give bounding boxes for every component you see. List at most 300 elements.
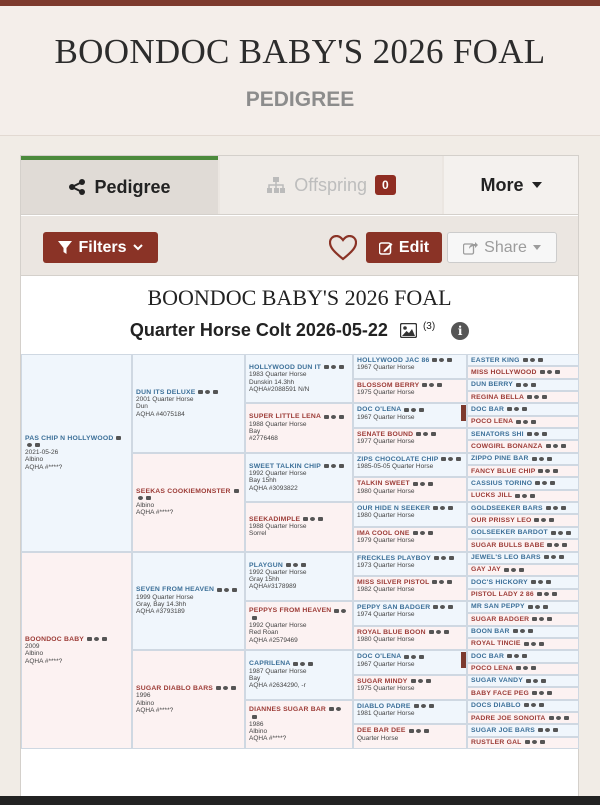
- comment-icon[interactable]: [552, 592, 557, 596]
- horse-name[interactable]: GOLDSEEKER BARS: [471, 504, 543, 512]
- pedigree-cell-gen4[interactable]: [353, 428, 467, 453]
- comment-icon[interactable]: [507, 654, 512, 658]
- sire-dam-icon[interactable]: [423, 432, 428, 436]
- horse-name[interactable]: PADRE JOE SONOITA: [471, 714, 546, 722]
- sire-dam-icon[interactable]: [534, 395, 539, 399]
- comment-icon[interactable]: [528, 629, 533, 633]
- comment-icon[interactable]: [564, 716, 569, 720]
- comment-icon[interactable]: [544, 555, 549, 559]
- horse-name[interactable]: SUGAR VANDY: [471, 677, 523, 685]
- sire-dam-icon[interactable]: [300, 662, 305, 666]
- horse-name[interactable]: BLOSSOM BERRY: [357, 381, 420, 389]
- comment-icon[interactable]: [116, 436, 121, 440]
- pedigree-cell-gen5[interactable]: [467, 391, 579, 403]
- horse-name[interactable]: RUSTLER GAL: [471, 739, 522, 747]
- comment-icon[interactable]: [547, 691, 552, 695]
- comment-icon[interactable]: [549, 518, 554, 522]
- horse-name[interactable]: DIANNES SUGAR BAR: [249, 706, 327, 714]
- horse-name[interactable]: TALKIN SWEET: [357, 480, 410, 488]
- comment-icon[interactable]: [414, 704, 419, 708]
- horse-name[interactable]: EASTER KING: [471, 356, 520, 364]
- comment-icon[interactable]: [339, 415, 344, 419]
- horse-name[interactable]: BOONDOC BABY: [25, 635, 85, 643]
- comment-icon[interactable]: [504, 568, 509, 572]
- horse-name[interactable]: SEEKAS COOKIEMONSTER: [136, 487, 231, 495]
- comment-icon[interactable]: [334, 609, 339, 613]
- sire-dam-icon[interactable]: [411, 655, 416, 659]
- horse-name[interactable]: CASSIUS TORINO: [471, 479, 533, 487]
- sire-dam-icon[interactable]: [530, 358, 535, 362]
- comment-icon[interactable]: [566, 531, 571, 535]
- pedigree-cell-gen5[interactable]: [467, 379, 579, 391]
- horse-name[interactable]: BABY FACE PEG: [471, 689, 529, 697]
- comment-icon[interactable]: [448, 506, 453, 510]
- horse-name[interactable]: SUPER LITTLE LENA: [249, 413, 322, 421]
- pedigree-cell-gen4[interactable]: [353, 354, 467, 379]
- comment-icon[interactable]: [441, 457, 446, 461]
- comment-icon[interactable]: [549, 716, 554, 720]
- pedigree-cell-gen1[interactable]: [21, 354, 132, 552]
- comment-icon[interactable]: [531, 666, 536, 670]
- horse-name[interactable]: POCO LENA: [471, 665, 514, 673]
- comment-icon[interactable]: [216, 686, 221, 690]
- pedigree-cell-gen5[interactable]: [467, 724, 579, 736]
- comment-icon[interactable]: [547, 617, 552, 621]
- comment-icon[interactable]: [413, 531, 418, 535]
- horse-name[interactable]: ROYAL TINCIE: [471, 640, 521, 648]
- edit-button[interactable]: [366, 232, 442, 263]
- horse-name[interactable]: DEE BAR DEE: [357, 727, 406, 735]
- comment-icon[interactable]: [447, 358, 452, 362]
- comment-icon[interactable]: [448, 605, 453, 609]
- pedigree-cell-gen5[interactable]: [467, 527, 579, 539]
- pedigree-cell-gen3[interactable]: [245, 700, 353, 749]
- comment-icon[interactable]: [428, 531, 433, 535]
- horse-name[interactable]: MISS SILVER PISTOL: [357, 579, 430, 587]
- sire-dam-icon[interactable]: [420, 531, 425, 535]
- horse-name[interactable]: SUGAR MINDY: [357, 677, 408, 685]
- sire-dam-icon[interactable]: [545, 728, 550, 732]
- comment-icon[interactable]: [447, 580, 452, 584]
- sire-dam-icon[interactable]: [293, 563, 298, 567]
- comment-icon[interactable]: [429, 630, 434, 634]
- sire-dam-icon[interactable]: [523, 420, 528, 424]
- pedigree-cell-gen5[interactable]: [467, 416, 579, 428]
- horse-name[interactable]: DOC'S HICKORY: [471, 578, 528, 586]
- horse-name[interactable]: BOON BAR: [471, 628, 510, 636]
- sire-dam-icon[interactable]: [416, 729, 421, 733]
- pedigree-cell-gen4[interactable]: [353, 700, 467, 725]
- pedigree-cell-gen3[interactable]: [245, 403, 353, 452]
- sire-dam-icon[interactable]: [522, 494, 527, 498]
- horse-name[interactable]: SUGAR JOE BARS: [471, 726, 535, 734]
- sire-dam-icon[interactable]: [440, 605, 445, 609]
- sire-dam-icon[interactable]: [223, 686, 228, 690]
- comment-icon[interactable]: [519, 568, 524, 572]
- pedigree-cell-gen4[interactable]: [353, 502, 467, 527]
- info-icon[interactable]: i: [451, 322, 469, 340]
- pedigree-cell-gen3[interactable]: [245, 552, 353, 601]
- horse-name[interactable]: DUN ITS DELUXE: [136, 388, 196, 396]
- pedigree-cell-gen5[interactable]: [467, 564, 579, 576]
- share-button[interactable]: [447, 232, 557, 263]
- pedigree-cell-gen5[interactable]: [467, 589, 579, 601]
- comment-icon[interactable]: [35, 443, 40, 447]
- comment-icon[interactable]: [527, 395, 532, 399]
- sire-dam-icon[interactable]: [520, 629, 525, 633]
- comment-icon[interactable]: [422, 383, 427, 387]
- comment-icon[interactable]: [516, 383, 521, 387]
- filters-button[interactable]: [43, 232, 158, 263]
- pedigree-cell-gen5[interactable]: [467, 354, 579, 366]
- comment-icon[interactable]: [217, 588, 222, 592]
- comment-icon[interactable]: [416, 432, 421, 436]
- comment-icon[interactable]: [308, 662, 313, 666]
- horse-name[interactable]: DOC BAR: [471, 652, 505, 660]
- comment-icon[interactable]: [537, 592, 542, 596]
- comment-icon[interactable]: [404, 655, 409, 659]
- comment-icon[interactable]: [231, 686, 236, 690]
- comment-icon[interactable]: [522, 407, 527, 411]
- pedigree-cell-gen5[interactable]: [467, 453, 579, 465]
- horse-name[interactable]: GAY JAY: [471, 566, 501, 574]
- comment-icon[interactable]: [542, 395, 547, 399]
- comment-icon[interactable]: [525, 740, 530, 744]
- sire-dam-icon[interactable]: [541, 518, 546, 522]
- comment-icon[interactable]: [532, 691, 537, 695]
- comment-icon[interactable]: [419, 408, 424, 412]
- comment-icon[interactable]: [87, 637, 92, 641]
- pedigree-cell-gen5[interactable]: [467, 712, 579, 724]
- pedigree-cell-gen5[interactable]: [467, 700, 579, 712]
- pedigree-cell-gen3[interactable]: [245, 354, 353, 403]
- comment-icon[interactable]: [339, 464, 344, 468]
- horse-name[interactable]: PAS CHIP N HOLLYWOOD: [25, 434, 114, 442]
- tab-offspring[interactable]: [220, 156, 442, 214]
- pedigree-cell-gen3[interactable]: [245, 502, 353, 551]
- sire-dam-icon[interactable]: [420, 482, 425, 486]
- pedigree-cell-gen5[interactable]: [467, 601, 579, 613]
- horse-name[interactable]: PEPPYS FROM HEAVEN: [249, 607, 332, 615]
- sire-dam-icon[interactable]: [523, 383, 528, 387]
- sire-dam-icon[interactable]: [331, 464, 336, 468]
- sire-dam-icon[interactable]: [514, 407, 519, 411]
- sire-dam-icon[interactable]: [533, 679, 538, 683]
- comment-icon[interactable]: [524, 642, 529, 646]
- pedigree-cell-gen5[interactable]: [467, 366, 579, 378]
- horse-name[interactable]: PEPPY SAN BADGER: [357, 603, 431, 611]
- horse-name[interactable]: SUGAR DIABLO BARS: [136, 685, 214, 693]
- pedigree-cell-gen5[interactable]: [467, 638, 579, 650]
- pedigree-cell-gen4[interactable]: [353, 453, 467, 478]
- comment-icon[interactable]: [542, 432, 547, 436]
- sire-dam-icon[interactable]: [418, 679, 423, 683]
- sire-dam-icon[interactable]: [545, 469, 550, 473]
- sire-dam-icon[interactable]: [542, 481, 547, 485]
- comment-icon[interactable]: [562, 543, 567, 547]
- horse-name[interactable]: DUN BERRY: [471, 381, 513, 389]
- comment-icon[interactable]: [515, 494, 520, 498]
- horse-name[interactable]: SEEKADIMPLE: [249, 515, 301, 523]
- pedigree-cell-gen5[interactable]: [467, 514, 579, 526]
- sire-dam-icon[interactable]: [553, 444, 558, 448]
- comment-icon[interactable]: [303, 517, 308, 521]
- sire-dam-icon[interactable]: [448, 457, 453, 461]
- pedigree-cell-gen5[interactable]: [467, 576, 579, 588]
- sire-dam-icon[interactable]: [138, 496, 143, 500]
- comment-icon[interactable]: [546, 444, 551, 448]
- comment-icon[interactable]: [528, 605, 533, 609]
- pedigree-cell-gen5[interactable]: [467, 490, 579, 502]
- horse-name[interactable]: SUGAR BULLS BABE: [471, 541, 545, 549]
- comment-icon[interactable]: [559, 555, 564, 559]
- pedigree-cell-gen2[interactable]: [132, 354, 245, 453]
- pedigree-cell-gen4[interactable]: [353, 650, 467, 675]
- comment-icon[interactable]: [532, 617, 537, 621]
- comment-icon[interactable]: [553, 728, 558, 732]
- comment-icon[interactable]: [547, 543, 552, 547]
- image-icon[interactable]: [400, 323, 417, 338]
- sire-dam-icon[interactable]: [558, 531, 563, 535]
- horse-name[interactable]: DIABLO PADRE: [357, 702, 411, 710]
- sire-dam-icon[interactable]: [436, 630, 441, 634]
- comment-icon[interactable]: [516, 420, 521, 424]
- pedigree-cell-gen4[interactable]: [353, 552, 467, 577]
- comment-icon[interactable]: [286, 563, 291, 567]
- horse-name[interactable]: GOLSEEKER BARDOT: [471, 529, 548, 537]
- horse-name[interactable]: ZIPS CHOCOLATE CHIP: [357, 455, 439, 463]
- comment-icon[interactable]: [146, 496, 151, 500]
- pedigree-cell-gen4[interactable]: [353, 527, 467, 552]
- comment-icon[interactable]: [432, 580, 437, 584]
- horse-name[interactable]: FANCY BLUE CHIP: [471, 467, 536, 475]
- pedigree-cell-gen5[interactable]: [467, 403, 579, 415]
- comment-icon[interactable]: [540, 370, 545, 374]
- pedigree-cell-gen4[interactable]: [353, 576, 467, 601]
- sire-dam-icon[interactable]: [535, 605, 540, 609]
- pedigree-cell-gen3[interactable]: [245, 650, 353, 699]
- comment-icon[interactable]: [449, 556, 454, 560]
- sire-dam-icon[interactable]: [421, 704, 426, 708]
- sire-dam-icon[interactable]: [553, 506, 558, 510]
- pedigree-cell-gen2[interactable]: [132, 552, 245, 651]
- pedigree-cell-gen5[interactable]: [467, 428, 579, 440]
- sire-dam-icon[interactable]: [531, 703, 536, 707]
- comment-icon[interactable]: [433, 605, 438, 609]
- comment-icon[interactable]: [543, 605, 548, 609]
- sire-dam-icon[interactable]: [224, 588, 229, 592]
- sire-dam-icon[interactable]: [554, 543, 559, 547]
- horse-name[interactable]: DOC BAR: [471, 405, 505, 413]
- comment-icon[interactable]: [551, 531, 556, 535]
- horse-name[interactable]: OUR PRISSY LEO: [471, 517, 532, 524]
- pedigree-cell-gen4[interactable]: [353, 601, 467, 626]
- horse-name[interactable]: HOLLYWOOD JAC 86: [357, 357, 430, 364]
- comment-icon[interactable]: [252, 715, 257, 719]
- sire-dam-icon[interactable]: [331, 365, 336, 369]
- comment-icon[interactable]: [232, 588, 237, 592]
- pedigree-cell-gen4[interactable]: [353, 626, 467, 651]
- comment-icon[interactable]: [413, 482, 418, 486]
- pedigree-cell-gen5[interactable]: [467, 552, 579, 564]
- comment-icon[interactable]: [546, 506, 551, 510]
- pedigree-cell-gen4[interactable]: [353, 379, 467, 404]
- horse-name[interactable]: HOLLYWOOD DUN IT: [249, 364, 322, 372]
- sire-dam-icon[interactable]: [205, 390, 210, 394]
- comment-icon[interactable]: [198, 390, 203, 394]
- comment-icon[interactable]: [538, 358, 543, 362]
- sire-dam-icon[interactable]: [514, 654, 519, 658]
- horse-name[interactable]: LUCKS JILL: [471, 492, 513, 500]
- comment-icon[interactable]: [434, 556, 439, 560]
- pedigree-cell-gen4[interactable]: [353, 675, 467, 700]
- sire-dam-icon[interactable]: [547, 370, 552, 374]
- comment-icon[interactable]: [429, 704, 434, 708]
- comment-icon[interactable]: [456, 457, 461, 461]
- horse-name[interactable]: CAPRILENA: [249, 660, 291, 668]
- horse-name[interactable]: DOC O'LENA: [357, 653, 402, 661]
- comment-icon[interactable]: [526, 679, 531, 683]
- horse-name[interactable]: DOCS DIABLO: [471, 702, 521, 710]
- comment-icon[interactable]: [252, 616, 257, 620]
- horse-name[interactable]: JEWEL'S LEO BARS: [471, 554, 541, 562]
- comment-icon[interactable]: [329, 707, 334, 711]
- horse-name[interactable]: REGINA BELLA: [471, 393, 525, 401]
- sire-dam-icon[interactable]: [94, 637, 99, 641]
- horse-name[interactable]: MR SAN PEPPY: [471, 603, 525, 611]
- sire-dam-icon[interactable]: [429, 383, 434, 387]
- sire-dam-icon[interactable]: [539, 457, 544, 461]
- horse-name[interactable]: PLAYGUN: [249, 561, 284, 569]
- horse-name[interactable]: SENATORS SHI: [471, 430, 524, 438]
- horse-name[interactable]: DOC O'LENA: [357, 406, 402, 414]
- pedigree-cell-gen1[interactable]: [21, 552, 132, 750]
- comment-icon[interactable]: [102, 637, 107, 641]
- comment-icon[interactable]: [437, 383, 442, 387]
- comment-icon[interactable]: [213, 390, 218, 394]
- tab-pedigree[interactable]: [21, 156, 218, 214]
- sire-dam-icon[interactable]: [534, 432, 539, 436]
- pedigree-cell-gen5[interactable]: [467, 626, 579, 638]
- comment-icon[interactable]: [409, 729, 414, 733]
- sire-dam-icon[interactable]: [331, 415, 336, 419]
- pedigree-cell-gen5[interactable]: [467, 465, 579, 477]
- horse-name[interactable]: SUGAR BADGER: [471, 615, 530, 623]
- comment-icon[interactable]: [555, 370, 560, 374]
- comment-icon[interactable]: [534, 518, 539, 522]
- horse-name[interactable]: ROYAL BLUE BOON: [357, 628, 426, 636]
- comment-icon[interactable]: [324, 365, 329, 369]
- sire-dam-icon[interactable]: [336, 707, 341, 711]
- comment-icon[interactable]: [531, 420, 536, 424]
- comment-icon[interactable]: [432, 358, 437, 362]
- sire-dam-icon[interactable]: [439, 580, 444, 584]
- pedigree-cell-gen5[interactable]: [467, 477, 579, 489]
- sire-dam-icon[interactable]: [556, 716, 561, 720]
- sire-dam-icon[interactable]: [341, 609, 346, 613]
- comment-icon[interactable]: [541, 679, 546, 683]
- sire-dam-icon[interactable]: [532, 740, 537, 744]
- horse-name[interactable]: MISS HOLLYWOOD: [471, 368, 537, 376]
- comment-icon[interactable]: [293, 662, 298, 666]
- horse-name[interactable]: SEVEN FROM HEAVEN: [136, 586, 215, 594]
- sire-dam-icon[interactable]: [539, 617, 544, 621]
- pedigree-cell-gen4[interactable]: [353, 724, 467, 749]
- comment-icon[interactable]: [561, 506, 566, 510]
- comment-icon[interactable]: [553, 469, 558, 473]
- comment-icon[interactable]: [411, 679, 416, 683]
- sire-dam-icon[interactable]: [441, 556, 446, 560]
- pedigree-cell-gen2[interactable]: [132, 650, 245, 749]
- sire-dam-icon[interactable]: [440, 506, 445, 510]
- sire-dam-icon[interactable]: [544, 592, 549, 596]
- comment-icon[interactable]: [426, 679, 431, 683]
- comment-icon[interactable]: [531, 383, 536, 387]
- pedigree-cell-gen5[interactable]: [467, 440, 579, 452]
- sire-dam-icon[interactable]: [511, 568, 516, 572]
- pedigree-cell-gen3[interactable]: [245, 601, 353, 650]
- comment-icon[interactable]: [532, 457, 537, 461]
- horse-name[interactable]: COWGIRL BONANZA: [471, 442, 543, 450]
- pedigree-cell-gen5[interactable]: [467, 737, 579, 749]
- horse-name[interactable]: OUR HIDE N SEEKER: [357, 505, 431, 513]
- comment-icon[interactable]: [419, 655, 424, 659]
- comment-icon[interactable]: [324, 415, 329, 419]
- horse-name[interactable]: SENATE BOUND: [357, 431, 414, 439]
- comment-icon[interactable]: [535, 481, 540, 485]
- comment-icon[interactable]: [540, 740, 545, 744]
- pedigree-cell-gen5[interactable]: [467, 502, 579, 514]
- heart-icon[interactable]: [329, 235, 357, 261]
- horse-name[interactable]: ZIPPO PINE BAR: [471, 455, 529, 463]
- sire-dam-icon[interactable]: [411, 408, 416, 412]
- comment-icon[interactable]: [404, 408, 409, 412]
- comment-icon[interactable]: [531, 580, 536, 584]
- comment-icon[interactable]: [234, 489, 239, 493]
- pedigree-cell-gen5[interactable]: [467, 687, 579, 699]
- comment-icon[interactable]: [539, 703, 544, 707]
- comment-icon[interactable]: [424, 729, 429, 733]
- sire-dam-icon[interactable]: [439, 358, 444, 362]
- comment-icon[interactable]: [530, 494, 535, 498]
- comment-icon[interactable]: [516, 666, 521, 670]
- comment-icon[interactable]: [547, 457, 552, 461]
- comment-icon[interactable]: [546, 580, 551, 584]
- horse-name[interactable]: POCO LENA: [471, 418, 514, 426]
- horse-name[interactable]: PISTOL LADY 2 86: [471, 591, 534, 599]
- comment-icon[interactable]: [523, 358, 528, 362]
- comment-icon[interactable]: [444, 630, 449, 634]
- tab-more[interactable]: [444, 156, 578, 214]
- horse-name[interactable]: IMA COOL ONE: [357, 529, 410, 537]
- sire-dam-icon[interactable]: [551, 555, 556, 559]
- pedigree-cell-gen3[interactable]: [245, 453, 353, 502]
- comment-icon[interactable]: [538, 469, 543, 473]
- comment-icon[interactable]: [538, 728, 543, 732]
- pedigree-cell-gen4[interactable]: [353, 477, 467, 502]
- comment-icon[interactable]: [428, 482, 433, 486]
- comment-icon[interactable]: [524, 703, 529, 707]
- pedigree-cell-gen2[interactable]: [132, 453, 245, 552]
- sire-dam-icon[interactable]: [523, 666, 528, 670]
- comment-icon[interactable]: [539, 642, 544, 646]
- comment-icon[interactable]: [301, 563, 306, 567]
- comment-icon[interactable]: [507, 407, 512, 411]
- comment-icon[interactable]: [550, 481, 555, 485]
- pedigree-cell-gen5[interactable]: [467, 663, 579, 675]
- comment-icon[interactable]: [522, 654, 527, 658]
- comment-icon[interactable]: [513, 629, 518, 633]
